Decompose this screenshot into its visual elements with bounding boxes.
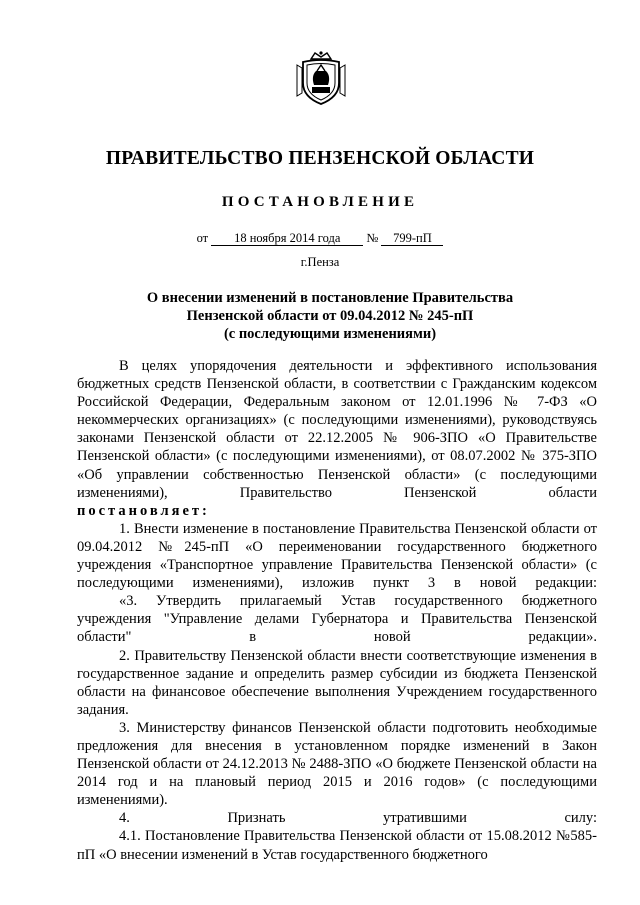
government-title: ПРАВИТЕЛЬСТВО ПЕНЗЕНСКОЙ ОБЛАСТИ (105, 148, 535, 169)
document-subject (120, 289, 540, 343)
coat-of-arms-icon (295, 50, 347, 106)
item-3-paragraph: 3. Министерству финансов Пензенской области подготовить необходимые предложения для внесения в установленном порядке изменений в Закон Пензенской области от 24.12.2013 № 2488-ЗПО «О бюджете Пензенской области на 2014 год и на плановый период 2015 и 2016 годов» (с последующими изменениями). (77, 719, 597, 809)
document-date: 18 ноября 2014 года (211, 232, 363, 246)
date-line (0, 231, 640, 246)
subject-line-2: Пензенской области от 09.04.2012 № 245-пП (186, 308, 474, 324)
item-4-1-paragraph: 4.1. Постановление Правительства Пензенской области от 15.08.2012 №585-пП «О внесении изменений в Устав государственного бюджетного (77, 828, 597, 863)
resolves-word: постановляет: (77, 502, 210, 519)
subject-line-1: О внесении изменений в постановление Правительства (146, 290, 514, 306)
document-type: ПОСТАНОВЛЕНИЕ (221, 194, 419, 210)
number-sign: № (366, 231, 379, 245)
item-1-paragraph: 1. Внести изменение в постановление Правительства Пензенской области от 09.04.2012 №245-пП «О переименовании государственного бюджетного учреждения «Транспортное управление Правительства Пензенской области» (с последующими изменениями), изложив пункт 3 в новой редакции: (77, 520, 597, 592)
subject-line-3: (с последующими изменениями) (223, 326, 437, 342)
item-1-quote-paragraph: «3. Утвердить прилагаемый Устав государственного бюджетного учреждения "Управление делами Губернатора и Правительства Пензенской области" в новой редакции». (77, 593, 597, 646)
document-number: 799-пП (381, 232, 443, 246)
city: г.Пенза (300, 255, 340, 269)
document-body (77, 357, 597, 864)
item-2-paragraph: 2. Правительству Пензенской области внести соответствующие изменения в государственное задание и определить размер субсидии из бюджета Пензенской области на финансовое обеспечение выполнения Учреждением государственного задания. (77, 647, 597, 718)
item-4-paragraph: 4. Признать утратившими силу: (119, 810, 597, 827)
preamble-paragraph: В целях упорядочения деятельности и эффективного использования бюджетных средств Пензенской области, в соответствии с Гражданским кодексом Российской Федерации, Федеральным законом от 12.01.1996 № 7-ФЗ «О некоммерческих организациях» (с последующими изменениями), руководствуясь законами Пензенской области от 22.12.2005 № 906-ЗПО «О Правительстве Пензенской области» (с последующими изменениями), от 08.07.2002 № 375-ЗПО «Об управлении собственностью Пензенской области» (с последующими изменениями), Правительство Пензенской области (77, 358, 597, 501)
date-prefix: от (196, 231, 209, 245)
